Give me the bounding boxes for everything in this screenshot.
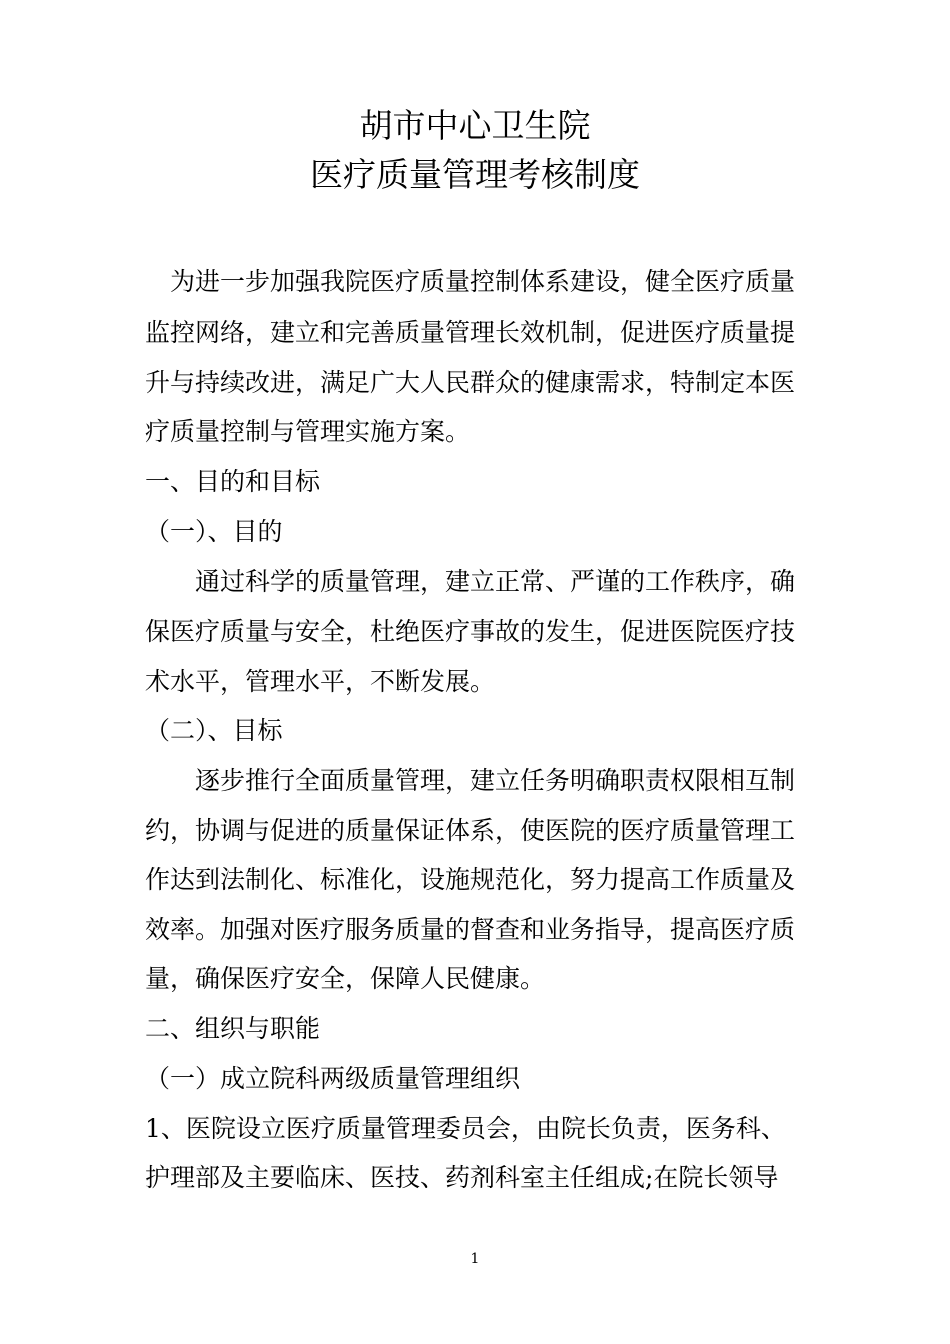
body-line: 逐步推行全面质量管理，建立任务明确职责权限相互制 [145, 766, 796, 795]
body-line: 量，确保医疗安全，保障人民健康。 [145, 964, 546, 993]
document-title-regulation: 医疗质量管理考核制度 [310, 155, 640, 194]
body-line: 为进一步加强我院医疗质量控制体系建设，健全医疗质量 [145, 267, 796, 296]
subsection-heading: （一）成立院科两级质量管理组织 [145, 1064, 521, 1093]
body-line: 保医疗质量与安全，杜绝医疗事故的发生，促进医院医疗技 [145, 617, 796, 646]
body-line: 效率。加强对医疗服务质量的督查和业务指导，提高医疗质 [145, 915, 796, 944]
section-heading: 二、组织与职能 [145, 1014, 321, 1043]
body-line: 术水平，管理水平，不断发展。 [145, 667, 496, 696]
body-line: 通过科学的质量管理，建立正常、严谨的工作秩序，确 [145, 567, 796, 596]
body-line: 作达到法制化、标准化，设施规范化，努力提高工作质量及 [145, 865, 796, 894]
body-line: 约，协调与促进的质量保证体系，使医院的医疗质量管理工 [145, 816, 796, 845]
document-title-hospital: 胡市中心卫生院 [359, 106, 591, 145]
body-line: 疗质量控制与管理实施方案。 [145, 417, 471, 446]
body-line: 护理部及主要临床、医技、药剂科室主任组成;在院长领导 [145, 1163, 779, 1192]
section-heading: 一、目的和目标 [145, 467, 321, 496]
subsection-heading: （二）、目标 [145, 716, 283, 745]
body-line: 监控网络，建立和完善质量管理长效机制，促进医疗质量提 [145, 318, 796, 347]
page-number: 1 [470, 1251, 480, 1267]
body-line: 升与持续改进，满足广大人民群众的健康需求，特制定本医 [145, 368, 796, 397]
body-line: 1、医院设立医疗质量管理委员会，由院长负责，医务科、 [145, 1114, 786, 1143]
subsection-heading: （一）、目的 [145, 517, 283, 546]
